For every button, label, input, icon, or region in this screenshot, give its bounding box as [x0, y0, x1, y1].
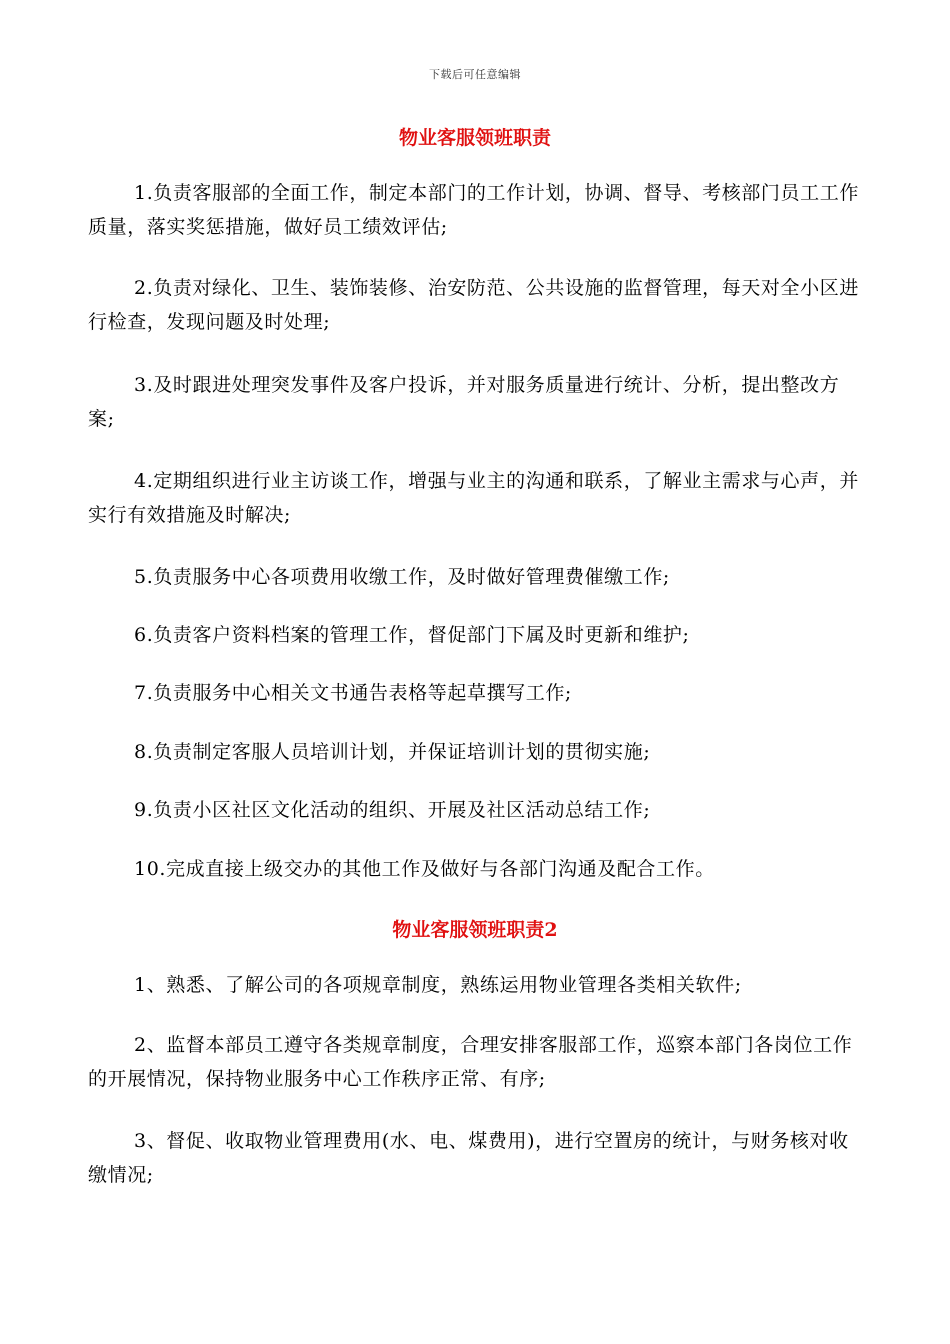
duty-item: 6.负责客户资料档案的管理工作，督促部门下属及时更新和维护;	[134, 624, 690, 646]
duty-item: 7.负责服务中心相关文书通告表格等起草撰写工作;	[134, 682, 572, 704]
duty-item: 10.完成直接上级交办的其他工作及做好与各部门沟通及配合工作。	[134, 858, 715, 880]
duty-item: 9.负责小区社区文化活动的组织、开展及社区活动总结工作;	[134, 799, 651, 821]
duty-item: 1.负责客服部的全面工作，制定本部门的工作计划，协调、督导、考核部门员工工作质量，落实奖惩措施，做好员工绩效评估;	[88, 182, 859, 238]
duty-item: 3、督促、收取物业管理费用(水、电、煤费用)，进行空置房的统计，与财务核对收缴情况;	[88, 1130, 849, 1186]
duty-item: 1、熟悉、了解公司的各项规章制度，熟练运用物业管理各类相关软件;	[134, 974, 742, 996]
section-title-2: 物业客服领班职责2	[392, 919, 558, 941]
duty-item: 2、监督本部员工遵守各类规章制度，合理安排客服部工作，巡察本部门各岗位工作的开展情况，保持物业服务中心工作秩序正常、有序;	[88, 1034, 853, 1090]
duty-item: 3.及时跟进处理突发事件及客户投诉，并对服务质量进行统计、分析，提出整改方案;	[88, 374, 840, 430]
duty-item: 2.负责对绿化、卫生、装饰装修、治安防范、公共设施的监督管理，每天对全小区进行检查，发现问题及时处理;	[88, 277, 859, 333]
duty-item: 4.定期组织进行业主访谈工作，增强与业主的沟通和联系，了解业主需求与心声，并实行有效措施及时解决;	[88, 470, 859, 526]
duty-item: 8.负责制定客服人员培训计划，并保证培训计划的贯彻实施;	[134, 741, 651, 763]
section-title-1: 物业客服领班职责	[398, 127, 551, 149]
duty-item: 5.负责服务中心各项费用收缴工作，及时做好管理费催缴工作;	[134, 566, 670, 588]
header-note: 下载后可任意编辑	[429, 68, 521, 81]
